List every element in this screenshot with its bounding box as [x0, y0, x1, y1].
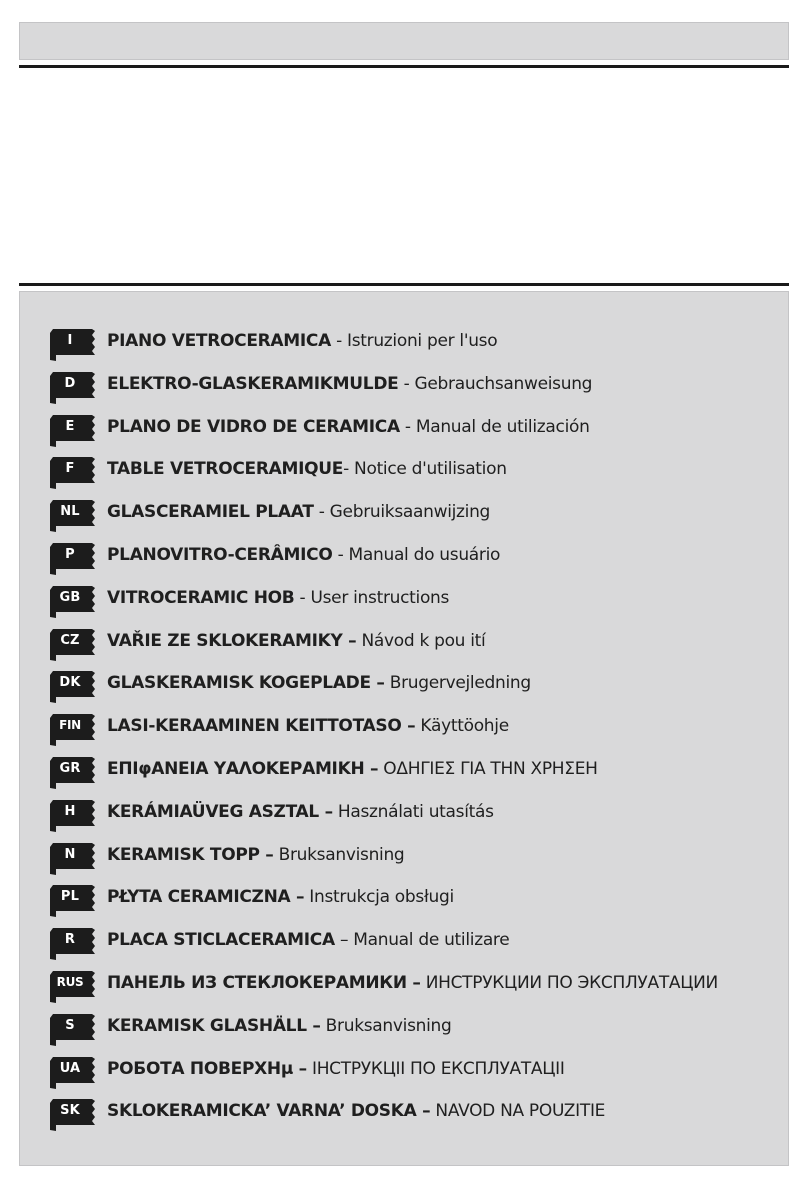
top-grey-band	[19, 22, 789, 60]
manual-subtitle: - Manual de utilización	[399, 416, 590, 437]
manual-subtitle: - Gebruiksaanwijzing	[313, 502, 491, 523]
language-code-badge	[49, 586, 95, 619]
language-code-badge	[49, 329, 95, 362]
language-code: GR	[59, 760, 81, 776]
language-line	[107, 887, 454, 907]
manual-subtitle: Használati utasítás	[332, 801, 494, 822]
manual-subtitle: Brugervejledning	[384, 673, 531, 694]
product-title: GLASKERAMISK KOGEPLADE –	[107, 673, 385, 694]
language-code: E	[65, 418, 75, 434]
language-code: F	[65, 461, 75, 477]
language-code: GB	[59, 589, 81, 605]
language-line	[107, 973, 718, 993]
product-title: PLANO DE VIDRO DE CERAMICA	[107, 416, 400, 437]
language-code-badge	[49, 543, 95, 576]
language-code-badge	[49, 1014, 95, 1047]
manual-subtitle: Instrukcja obsługi	[304, 887, 454, 908]
product-title: ΕΠΙφΑΝΕΙΑ ΥΑΛΟΚΕΡΑΜΙΚΗ –	[107, 758, 379, 779]
language-panel	[19, 291, 789, 1166]
language-code-badge	[49, 714, 95, 747]
product-title: KERÁMIAÜVEG ASZTAL –	[107, 801, 333, 822]
language-code: I	[67, 333, 73, 348]
language-line	[107, 716, 509, 736]
language-line	[107, 759, 598, 779]
language-code: S	[65, 1017, 75, 1033]
language-code-badge	[49, 971, 95, 1004]
manual-subtitle: Käyttöohje	[415, 716, 509, 737]
language-code: UA	[59, 1060, 81, 1076]
manual-subtitle: NAVOD NA POUZITIE	[430, 1101, 606, 1122]
manual-subtitle: - Manual do usuário	[332, 544, 501, 565]
language-line	[107, 502, 490, 522]
language-code: FIN	[59, 718, 81, 733]
language-code-badge	[49, 928, 95, 961]
product-title: ПАНЕЛЬ ИЗ СТЕКЛОКЕРАМИКИ –	[107, 972, 421, 993]
manual-subtitle: Bruksanvisning	[273, 844, 405, 865]
language-line	[107, 588, 449, 608]
product-title: VAŘIE ZE SKLOKERAMIKY –	[107, 630, 357, 651]
product-title: PIANO VETROCERAMICA	[107, 331, 331, 351]
language-code: N	[64, 846, 76, 862]
product-title: ELEKTRO-GLASKERAMIKMULDE	[107, 373, 399, 394]
language-code: PL	[60, 889, 80, 905]
language-line	[107, 374, 592, 394]
manual-subtitle: ІНСТРУКЦІІ ПО ЕКСПЛУАТАЦІІ	[306, 1058, 565, 1079]
language-line	[107, 802, 494, 822]
manual-subtitle: - Notice d'utilisation	[343, 459, 507, 480]
section-divider-rule	[19, 283, 789, 286]
language-code-badge	[49, 629, 95, 662]
language-line	[107, 1016, 452, 1036]
language-code-badge	[49, 671, 95, 704]
manual-subtitle: Bruksanvisning	[320, 1015, 452, 1036]
manual-subtitle: - User instructions	[294, 587, 450, 608]
language-code-badge	[49, 757, 95, 790]
manual-subtitle: ИНСТРУКЦИИ ПО ЭКСПЛУАТАЦИИ	[420, 972, 718, 993]
language-code-badge	[49, 800, 95, 833]
product-title: PLACA STICLACERAMICA	[107, 930, 335, 951]
language-code: DK	[59, 675, 81, 691]
language-code: NL	[60, 504, 80, 520]
manual-subtitle: – Manual de utilizare	[334, 930, 510, 951]
manual-subtitle: ΟΔΗΓΙΕΣ ΓΙΑ ΤΗΝ ΧΡΗΣΕΗ	[378, 758, 598, 779]
manual-subtitle: - Istruzioni per l'uso	[330, 331, 498, 351]
product-title: SKLOKERAMICKA’ VARNA’ DOSKA –	[107, 1101, 431, 1122]
language-code: H	[64, 803, 76, 819]
language-line	[107, 545, 500, 565]
product-title: VITROCERAMIC HOB	[107, 587, 295, 608]
language-code: R	[64, 932, 76, 948]
language-line	[107, 631, 485, 651]
product-title: PLANOVITRO-CERÂMICO	[107, 544, 333, 565]
language-code-badge	[49, 1057, 95, 1090]
language-code: SK	[60, 1103, 80, 1119]
product-title: PŁYTA CERAMICZNA –	[107, 887, 305, 908]
language-code-badge	[49, 843, 95, 876]
top-divider-rule	[19, 65, 789, 68]
language-code-badge	[49, 457, 95, 490]
product-title: KERAMISK GLASHÄLL –	[107, 1015, 321, 1036]
manual-subtitle: - Gebrauchsanweisung	[398, 373, 593, 394]
language-code-badge	[49, 415, 95, 448]
language-line	[107, 331, 497, 351]
language-line	[107, 1101, 605, 1121]
language-line	[107, 417, 590, 437]
language-line	[107, 673, 531, 693]
language-code: D	[64, 375, 76, 391]
product-title: KERAMISK TOPP –	[107, 844, 274, 865]
language-code: CZ	[60, 632, 80, 648]
language-line	[107, 1059, 565, 1079]
product-title: GLASCERAMIEL PLAAT	[107, 502, 314, 523]
language-line	[107, 930, 509, 950]
language-code: RUS	[56, 974, 84, 989]
language-code-badge	[49, 372, 95, 405]
language-code-badge	[49, 500, 95, 533]
language-line	[107, 845, 404, 865]
product-title: LASI-KERAAMINEN KEITTOTASO –	[107, 716, 416, 737]
language-code-badge	[49, 1099, 95, 1132]
manual-subtitle: Návod k pou ití	[356, 630, 486, 651]
language-code-badge	[49, 885, 95, 918]
product-title: TABLE VETROCERAMIQUE	[107, 459, 344, 480]
product-title: РОБОТА ПОВЕРХНµ –	[107, 1058, 307, 1079]
language-line	[107, 459, 507, 479]
language-code: P	[65, 546, 75, 562]
